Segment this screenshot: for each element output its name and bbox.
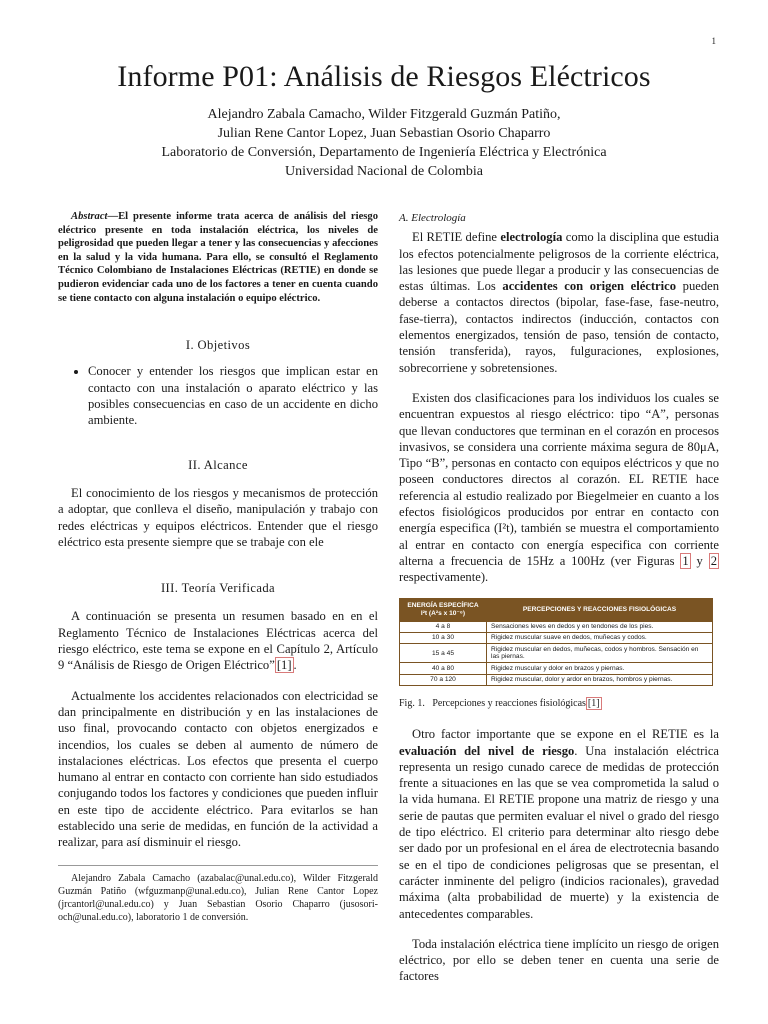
right-column — [399, 210, 719, 985]
header-energy: ENERGÍA ESPECÍFICA I²t (A²s x 10⁻⁶) — [400, 598, 487, 621]
abstract-label: Abstract — [71, 211, 108, 222]
author-footnote: Alejandro Zabala Camacho (azabalac@unal.edu.co), Wilder Fitzgerald Guzmán Patiño (wfguzmanp@unal.edu.co), Julian Rene Cantor Lopez (jrcantorl@unal.edu.co) y Juan Sebastian Osorio Chaparro (jusosori-och@unal.edu.co), laboratorio 1 de conversión. — [58, 872, 378, 923]
authors-line-2: Julian Rene Cantor Lopez, Juan Sebastian Osorio Chaparro — [217, 126, 551, 141]
electrologia-paragraph-2 — [399, 390, 719, 586]
figure-2-link[interactable]: 2 — [710, 553, 717, 568]
effect-cell: Rigidez muscular en dedos, muñecas, codos y hombros. Sensación en las piernas. — [487, 644, 713, 663]
objectives-list — [58, 363, 378, 428]
p1-text-a: El RETIE define — [412, 230, 501, 245]
energy-cell: 4 a 8 — [400, 621, 487, 632]
abstract-text: —El presente informe trata acerca de análisis del riesgo eléctrico presente en toda instalación eléctrica, los niveles de peligrosidad que pueden llegar a tener y las consecuencias y afecciones en la salud y la vida humana. Para ello, se consultó el Reglamento Técnico Colombiano de Instalaciones Eléctricas (RETIE) en donde se pudieron evidenciar cada uno de los factores a tener en cuenta cuando se tiene contacto con alguna instalación o equipo eléctrico. — [58, 211, 378, 304]
section-heading-alcance: II. Alcance — [188, 457, 248, 472]
caption-label: Fig. 1. — [399, 697, 425, 709]
figure-1-table — [399, 598, 713, 686]
riesgo-paragraph — [399, 726, 719, 922]
p3-text-c: . Una instalación eléctrica representa un resigo cunado carece de medidas de protección frente a situaciones en las que se vea comprometida la salud o la vida humana. El RETIE propone una matriz de riesgo y una serie de pautas que permiten evaluar el nivel o grado del riesgo de tipo eléctrico. El criterio para determinar alto riesgo debe ser dado por un profesional en el área de electrotecnia basando se en el tipo de condiciones peligrosas que se presentan, el carácter inminente del peligro (indicios racionales), gravedad máxima (alta probabilidad de muerte) y la existencia de antecedentes comparables. — [399, 743, 719, 921]
objective-item: • Conocer y entender los riesgos que implican estar en contacto con una instalación o aparato eléctrico y las posibles consecuencias en caso de un accidente en dicho ambiente. — [88, 363, 378, 428]
caption-citation-link[interactable]: [1] — [587, 697, 600, 709]
p2-text-mid: y — [690, 553, 709, 568]
left-column — [58, 210, 378, 924]
author-block — [0, 105, 768, 181]
p2-text-a: Existen dos clasificaciones para los individuos los cuales se encuentran expuestos al riesgo eléctrico: tipo “A”, personas que llevan conductores que terminan en el corazón en procesos invasivos, se considera una corriente máxima segura de 80μA, Tipo “B”, personas en contacto con equipos eléctricos y que no poseen conductores directos al corazón. EL RETIE hace referencia al estudio realizado por Biegelmeier en cuanto a los efectos fisiológicos producidos por entrar en contacto con energía especifica (I²t), también se muestra el comportamiento al entrar en contacto con energía especifica con corriente alterna a frecuencia de 15Hz a 100Hz (ver Figuras — [399, 390, 719, 568]
term-electrologia: electrología — [500, 230, 563, 245]
alcance-paragraph: El conocimiento de los riesgos y mecanismos de protección a adoptar, que conlleva el diseño, manipulación y trabajo con redes eléctricas y equipos eléctricos. Entender que el riesgo eléctrico esta presente siempre que se trabaje con ele — [58, 485, 378, 549]
table-row — [400, 644, 713, 663]
teoria-paragraph-2: Actualmente los accidentes relacionados con electricidad se dan principalmente en distribución y en las instalaciones de uso final, provocando contacto con objetos energizados e incendios, los cuales se deben al aumento de número de instalaciones eléctricas. Los efectos que presenta el cuerpo humano al entrar en contacto con corriente han sido estudiados conjugando todos los factores y condiciones que pueden influir en este tipo de accidente eléctrico. Para evitarlos se han establecido una serie de medidas, en función de la actividad a realizar, para así disminuir el riesgo. — [58, 688, 378, 850]
figure-1-caption — [399, 696, 719, 712]
table-row — [400, 663, 713, 674]
authors-line-1: Alejandro Zabala Camacho, Wilder Fitzgerald Guzmán Patiño, — [207, 107, 561, 122]
effect-cell: Rigidez muscular suave en dedos, muñecas y codos. — [487, 632, 713, 643]
teoria-p1-end: . — [293, 658, 297, 673]
p1-text-e: pueden deberse a contactos directos (bipolar, fase-fase, fase-neutro, fase-tierra), contactos indirectos (inducción, contactos con elementos energizados, tensión de paso, tensión de contacto, tensión transferida), rayos, fulguraciones, explosiones, sobrecorriene y sobretensiones. — [399, 279, 720, 375]
energy-cell: 40 a 80 — [400, 663, 487, 674]
energy-cell: 15 a 45 — [400, 644, 487, 663]
table-row — [400, 674, 713, 685]
p2-text-end: respectivamente). — [399, 570, 489, 585]
table-row — [400, 621, 713, 632]
abstract — [58, 210, 378, 305]
energy-cell: 10 a 30 — [400, 632, 487, 643]
subsection-heading-electrologia: A. Electrología — [399, 212, 466, 224]
figure-1-link[interactable]: 1 — [682, 553, 689, 568]
caption-text: Percepciones y reacciones fisiológicas — [432, 697, 586, 709]
effect-cell: Rigidez muscular, dolor y ardor en brazos, hombros y piernas. — [487, 674, 713, 685]
affiliation-line-1: Laboratorio de Conversión, Departamento de Ingeniería Eléctrica y Electrónica — [161, 145, 607, 160]
citation-link[interactable]: [1] — [276, 658, 292, 673]
affiliation-line-2: Universidad Nacional de Colombia — [285, 164, 483, 179]
p3-text-a: Otro factor importante que se expone en el RETIE es la — [412, 727, 719, 742]
paper-title: Informe P01: Análisis de Riesgos Eléctricos — [117, 60, 651, 93]
effect-cell: Sensaciones leves en dedos y en tendones de los pies. — [487, 621, 713, 632]
section-heading-teoria: III. Teoría Verificada — [160, 581, 276, 596]
closing-paragraph: Toda instalación eléctrica tiene implícito un riesgo de origen eléctrico, por ello se deben tener en cuenta una serie de factores — [399, 936, 719, 984]
energy-cell: 70 a 120 — [400, 674, 487, 685]
page-number: 1 — [711, 36, 716, 46]
p1-text-c: como la disciplina que estudia los efectos potencialmente peligrosos de la corriente eléctrica, las lesiones que puede llegar a producir y las consecuencias de estas últimas. Los — [399, 230, 719, 294]
header-effects: PERCEPCIONES Y REACCIONES FISIOLÓGICAS — [487, 598, 713, 621]
term-evaluacion-riesgo: evaluación del nivel de riesgo — [399, 743, 575, 758]
section-heading-objetivos: I. Objetivos — [185, 338, 251, 353]
table-row — [400, 632, 713, 643]
teoria-p1-text: A continuación se presenta un resumen basado en en el Reglamento Técnico de Instalaciones Eléctricas acerca del riesgo eléctrico, este tema se expone en el Capítulo 2, Artículo 9 “Análisis de Riesgo de Origen Eléctrico” — [58, 609, 378, 673]
teoria-paragraph-1 — [58, 608, 378, 673]
effect-cell: Rigidez muscular y dolor en brazos y piernas. — [487, 663, 713, 674]
electrologia-paragraph-1 — [399, 229, 719, 376]
term-accidentes-origen-electrico: accidentes con origen eléctrico — [502, 279, 677, 294]
footnote-rule — [58, 865, 378, 866]
